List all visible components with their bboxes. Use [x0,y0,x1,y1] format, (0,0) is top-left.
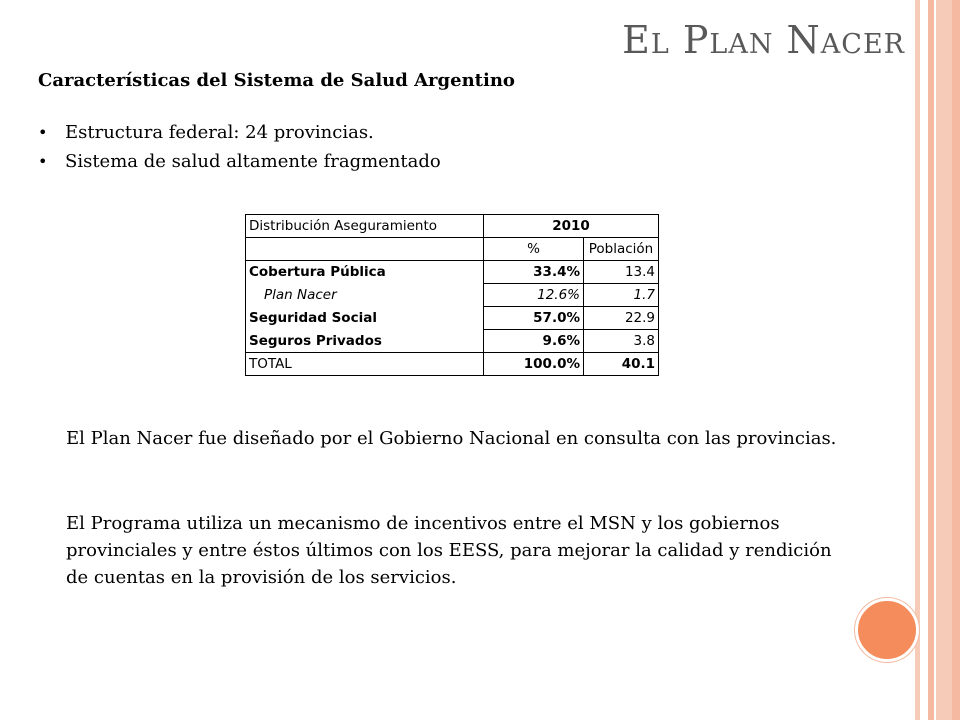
bullet-icon: • [38,152,48,171]
bullet-item [38,151,441,180]
row-label: Cobertura Pública [246,261,484,284]
table-total-row [246,353,659,376]
decor-stripe [952,0,960,720]
decor-stripe [920,0,928,720]
row-pct: 57.0% [484,307,584,330]
table-row [246,307,659,330]
row-label: Seguros Privados [246,330,484,353]
row-label: Plan Nacer [246,284,484,307]
section-heading: Características del Sistema de Salud Argentino [38,70,515,91]
bullet-text: Estructura federal: 24 provincias. [65,122,374,143]
table-subheader-pct: % [484,238,584,261]
row-pop: 40.1 [584,353,659,376]
slide-title: El Plan Nacer [622,18,905,62]
insurance-distribution-table [245,214,659,376]
bullet-item [38,122,441,151]
paragraph-incentives: El Programa utiliza un mecanismo de incentivos entre el MSN y los gobiernos provinciales y entre éstos últimos con los EESS, para mejorar la calidad y rendición de cuentas en la provisión de los servicios. [66,513,832,588]
row-pop: 1.7 [584,284,659,307]
row-pop: 22.9 [584,307,659,330]
row-pct: 100.0% [484,353,584,376]
table-subheader-pop: Población [584,238,659,261]
row-pct: 9.6% [484,330,584,353]
bullet-list [38,122,441,180]
table-row [246,330,659,353]
table-row [246,261,659,284]
row-pct: 33.4% [484,261,584,284]
table-subheader-row [246,238,659,261]
row-pop: 3.8 [584,330,659,353]
table-cell-empty [246,238,484,261]
bullet-icon: • [38,123,48,142]
table-header-label: Distribución Aseguramiento [246,215,484,238]
table-header-year: 2010 [484,215,659,238]
table-row [246,284,659,307]
row-label: Seguridad Social [246,307,484,330]
decor-orange-circle [855,598,919,662]
table-header-row [246,215,659,238]
row-label: TOTAL [246,353,484,376]
paragraph-design: El Plan Nacer fue diseñado por el Gobierno Nacional en consulta con las provincias. [66,428,837,449]
decor-stripe [936,0,952,720]
row-pop: 13.4 [584,261,659,284]
row-pct: 12.6% [484,284,584,307]
bullet-text: Sistema de salud altamente fragmentado [65,151,441,172]
